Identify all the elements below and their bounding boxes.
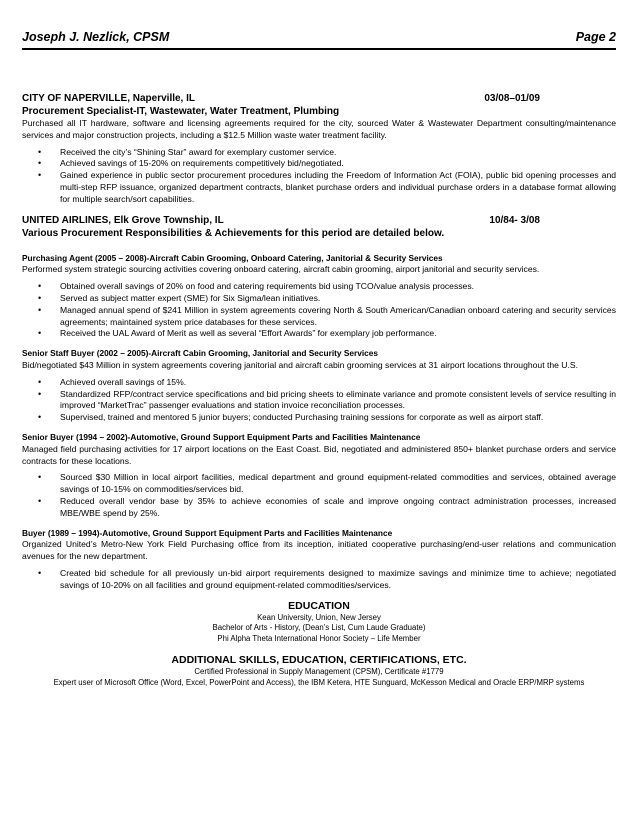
list-item: • Achieved savings of 15-20% on requirements competitively bid/negotiated. [60, 158, 616, 170]
list-item: • Served as subject matter expert (SME) for Six Sigma/lean initiatives. [60, 293, 616, 305]
role-bullets [22, 281, 616, 340]
list-item: • Standardized RFP/contract service specifications and bid pricing sheets to eliminate variance and promote consistent levels of service resulting in improved “MarketTrac” passenger evaluations and station invoice reconciliation processes. [60, 389, 616, 413]
role-bullets [22, 568, 616, 592]
job-dates: 03/08–01/09 [484, 93, 540, 104]
job-title: Various Procurement Responsibilities & Achievements for this period are detailed below. [22, 227, 445, 239]
list-item: • Received the city’s “Shining Star” award for exemplary customer service. [60, 147, 616, 159]
role-description: Managed field purchasing activities for 17 airport locations on the East Coast. Bid, negotiated and administered 850+ blanket purchase orders and service contracts for these locations. [22, 443, 616, 466]
role-description: Performed system strategic sourcing activities covering onboard catering, aircraft cabin grooming, airport janitorial and security services. [22, 264, 540, 275]
role-title: Purchasing Agent (2005 – 2008)-Aircraft Cabin Grooming, Onboard Catering, Janitorial & Security Services [22, 252, 443, 263]
job-dates: 10/84- 3/08 [489, 214, 540, 226]
role-title: Senior Staff Buyer (2002 – 2005)-Aircraft Cabin Grooming, Janitorial and Security Services [22, 348, 378, 359]
role-description: Organized United’s Metro-New York Field Purchasing office from its inception, initiated cooperative purchasing/end-user relations and communication avenues for the new department. [22, 539, 616, 562]
education-heading: EDUCATION [288, 599, 350, 612]
skills-line: Expert user of Microsoft Office (Word, Excel, PowerPoint and Access), the IBM Ketera, HTE Sunguard, McKesson Medical and Oracle ERP/MRP systems [53, 677, 585, 687]
org-name: CITY OF NAPERVILLE, Naperville, IL [22, 93, 196, 104]
org-name: UNITED AIRLINES, Elk Grove Township, IL [22, 214, 224, 226]
list-item: • Obtained overall savings of 20% on food and catering requirements bid using TCO/value analysis processes. [60, 281, 616, 293]
header-name: Joseph J. Nezlick, CPSM [22, 30, 170, 44]
education-line: Phi Alpha Theta International Honor Society – Life Member [217, 633, 421, 643]
job-bullets [22, 147, 616, 206]
header-page-number: Page 2 [575, 30, 616, 44]
skills-heading: ADDITIONAL SKILLS, EDUCATION, CERTIFICATIONS, ETC. [171, 654, 467, 667]
skills-line: Certified Professional in Supply Management (CPSM), Certificate #1779 [194, 667, 444, 677]
job-naperville [22, 92, 616, 105]
list-item: • Sourced $30 Million in local airport facilities, medical department and ground equipment-related commodities and services, obtained average savings of 10-15% on commodities/services bid. [60, 472, 616, 496]
list-item: • Reduced overall vendor base by 35% to achieve economies of scale and improve ongoing contract administration processes, increased MBE/WBE spend by 25%. [60, 496, 616, 520]
role-title: Buyer (1989 – 1994)-Automotive, Ground Support Equipment Parts and Facilities Maintenance [22, 527, 393, 538]
list-item: • Achieved overall savings of 15%. [60, 377, 616, 389]
education-line: Kean University, Union, New Jersey [257, 612, 381, 622]
job-united [22, 214, 616, 227]
list-item: • Received the UAL Award of Merit as well as several “Effort Awards” for exemplary job performance. [60, 328, 616, 340]
role-bullets [22, 472, 616, 519]
role-title: Senior Buyer (1994 – 2002)-Automotive, Ground Support Equipment Parts and Facilities Maintenance [22, 431, 421, 442]
education-line: Bachelor of Arts - History, (Dean’s List, Cum Laude Graduate) [212, 623, 426, 633]
list-item: • Gained experience in public sector procurement procedures including the Freedom of Information Act (FOIA), public bid opening processes and multi-step RFP issuance, organized department contracts, blanket purchase orders and individual purchase orders in a database format allowing for multiple search/sort capabilities. [60, 170, 616, 205]
role-bullets [22, 377, 616, 424]
list-item: • Managed annual spend of $241 Million in system agreements covering North & South American/Canadian onboard catering and security services agreements; maintained system price databases for these services. [60, 305, 616, 329]
job-title: Procurement Specialist-IT, Wastewater, Water Treatment, Plumbing [22, 106, 340, 117]
list-item: • Supervised, trained and mentored 5 junior buyers; conducted Purchasing training sessions for corporate as well as airport staff. [60, 412, 616, 424]
list-item: • Created bid schedule for all previously un-bid airport requirements designed to maximize savings and minimize time to achieve; negotiated savings of 10-20% on all facilities and ground equipment-related commodities/services. [60, 568, 616, 592]
role-description: Bid/negotiated $43 Million in system agreements covering janitorial and aircraft cabin grooming services at 31 airport locations throughout the U.S. [22, 359, 579, 370]
header-rule [22, 48, 616, 50]
resume-content [22, 92, 616, 688]
page-header [22, 30, 616, 48]
job-description: Purchased all IT hardware, software and licensing agreements required for the city, sourced Water & Wastewater Department consulting/maintenance services and major construction projects, including a $12.5 Million waste water treatment facility. [22, 118, 616, 140]
